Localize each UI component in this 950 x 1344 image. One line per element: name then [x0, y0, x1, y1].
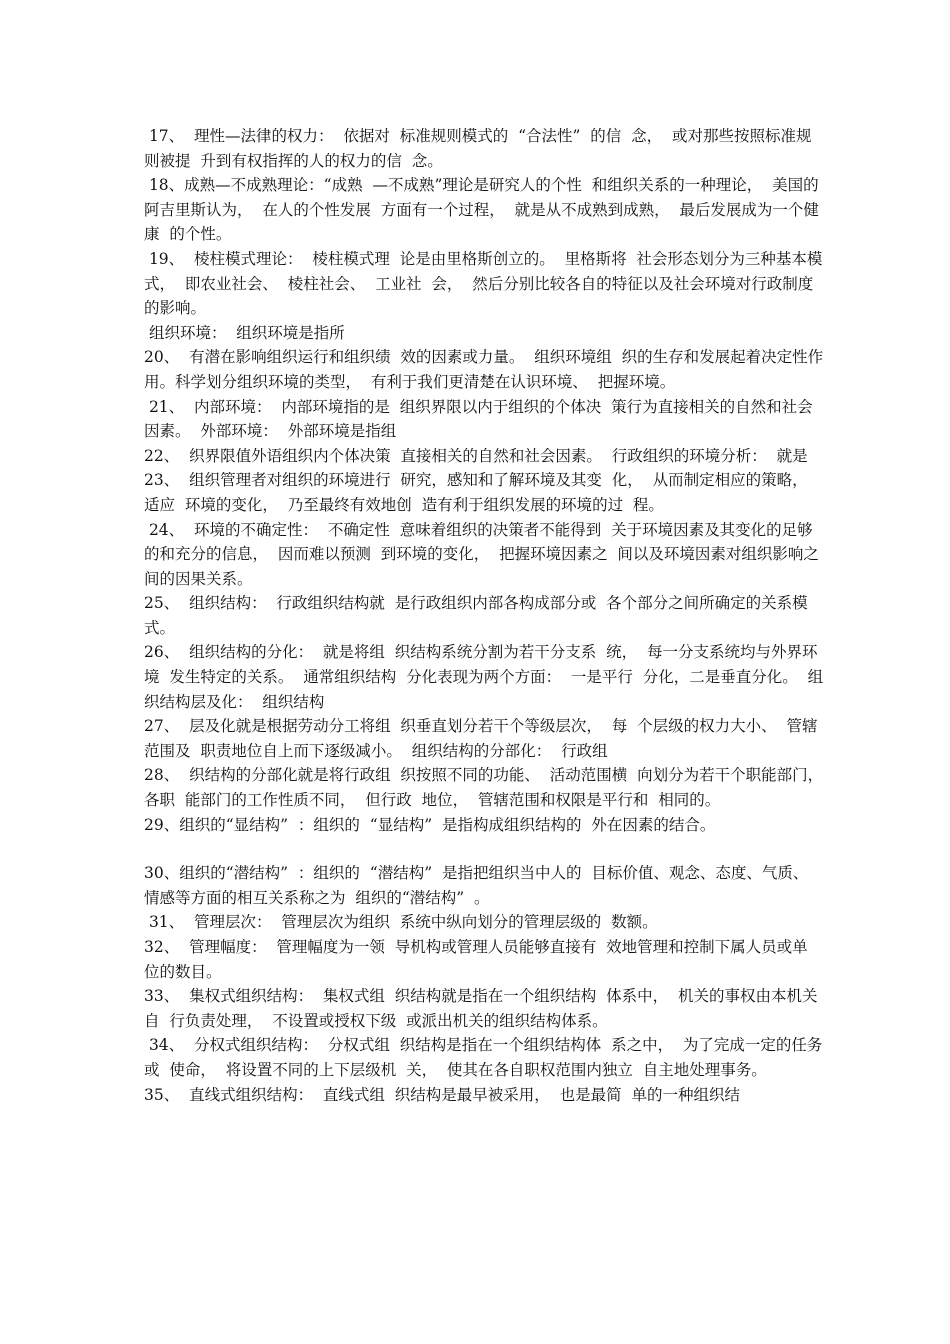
paragraph-26: 26、 组织结构的分化： 就是将组 织结构系统分割为若干分支系 统， 每一分支系统均与外界环境 发生特定的关系。 通常组织结构 分化表现为两个方面： 一是平行 分化，二是垂直分化。 组织结构层及化： 组织结构 — [144, 643, 824, 711]
blank-line — [144, 837, 824, 861]
paragraph-34: 34、 分权式组织结构： 分权式组 织结构是指在一个组织结构体 系之中， 为了完成一定的任务或 使命， 将设置不同的上下层级机 关， 使其在各自职权范围内独立 自主地处理事务。 — [144, 1036, 823, 1079]
paragraph-17: 17、 理性—法律的权力： 依据对 标准规则模式的 “合法性” 的信 念， 或对那些按照标准规则被提 升到有权指挥的人的权力的信 念。 — [144, 127, 812, 170]
paragraph-31: 31、 管理层次： 管理层次为组织 系统中纵向划分的管理层级的 数额。 — [144, 913, 658, 932]
paragraph-24: 24、 环境的不确定性： 不确定性 意味着组织的决策者不能得到 关于环境因素及其变化的足够 的和充分的信息， 因而难以预测 到环境的变化， 把握环境因素之 间以及环境因素对组织影响之 间的因果关系。 — [144, 520, 829, 588]
paragraph-28: 28、 织结构的分部化就是将行政组 织按照不同的功能、 活动范围横 向划分为若干个职能部门， 各职 能部门的工作性质不同， 但行政 地位， 管辖范围和权限是平行和 相同的。 — [144, 766, 834, 810]
paragraph-30: 30、组织的“潜结构” ：组织的 “潜结构” 是指把组织当中人的 目标价值、观念、态度、气质、 情感等方面的相互关系称之为 组织的“潜结构” 。 — [144, 864, 819, 907]
document-body — [144, 124, 834, 1107]
paragraph-35: 35、 直线式组织结构： 直线式组 织结构是最早被采用， 也是最简 单的一种组织结 — [144, 1085, 740, 1104]
paragraph-org-env: 组织环境： 组织环境是指所 — [144, 323, 345, 342]
paragraph-19: 19、 棱柱模式理论： 棱柱模式理 论是由里格斯创立的。 里格斯将 社会形态划分为三种基本模式， 即农业社会、 棱柱社会、 工业社 会， 然后分别比较各自的特征以及社会环境对行政制度的影响。 — [144, 249, 823, 318]
paragraph-25: 25、 组织结构： 行政组织结构就 是行政组织内部各构成部分或 各个部分之间所确定的关系模 式。 — [144, 594, 818, 637]
paragraph-18: 18、成熟—不成熟理论：“成熟 —不成熟”理论是研究人的个性 和组织关系的一种理论， 美国的 阿吉里斯认为， 在人的个性发展 方面有一个过程， 就是从不成熟到成熟， 最后发展成为一个健康 的个性。 — [144, 176, 829, 244]
paragraph-33: 33、 集权式组织结构： 集权式组 织结构就是指在一个组织结构 体系中， 机关的事权由本机关自 行负责处理， 不设置或授权下级 或派出机关的组织结构体系。 — [144, 987, 818, 1030]
paragraph-23: 23、 组织管理者对组织的环境进行 研究，感知和了解环境及其变 化， 从而制定相应的策略， 适应 环境的变化， 乃至最终有效地创 造有利于组织发展的环境的过 程。 — [144, 471, 818, 514]
paragraph-22: 22、 织界限值外语组织内个体决策 直接相关的自然和社会因素。 行政组织的环境分析： 就是 — [144, 446, 808, 465]
paragraph-20: 20、 有潜在影响组织运行和组织绩 效的因素或力量。 组织环境组 织的生存和发展起着决定性作 用。科学划分组织环境的类型， 有利于我们更清楚在认识环境、 把握环境。 — [144, 348, 834, 391]
paragraph-27: 27、 层及化就是根据劳动分工将组 织垂直划分若干个等级层次， 每 个层级的权力大小、 管辖范围及 职责地位自上而下逐级减小。 组织结构的分部化： 行政组 — [144, 717, 818, 760]
paragraph-21: 21、 内部环境： 内部环境指的是 组织界限以内于组织的个体决 策行为直接相关的自然和社会 因素。 外部环境： 外部环境是指组 — [144, 397, 823, 441]
paragraph-29: 29、组织的“显结构” ：组织的 “显结构” 是指构成组织结构的 外在因素的结合。 — [144, 815, 716, 834]
paragraph-32: 32、 管理幅度： 管理幅度为一领 导机构或管理人员能够直接有 效地管理和控制下属人员或单 位的数目。 — [144, 938, 818, 981]
